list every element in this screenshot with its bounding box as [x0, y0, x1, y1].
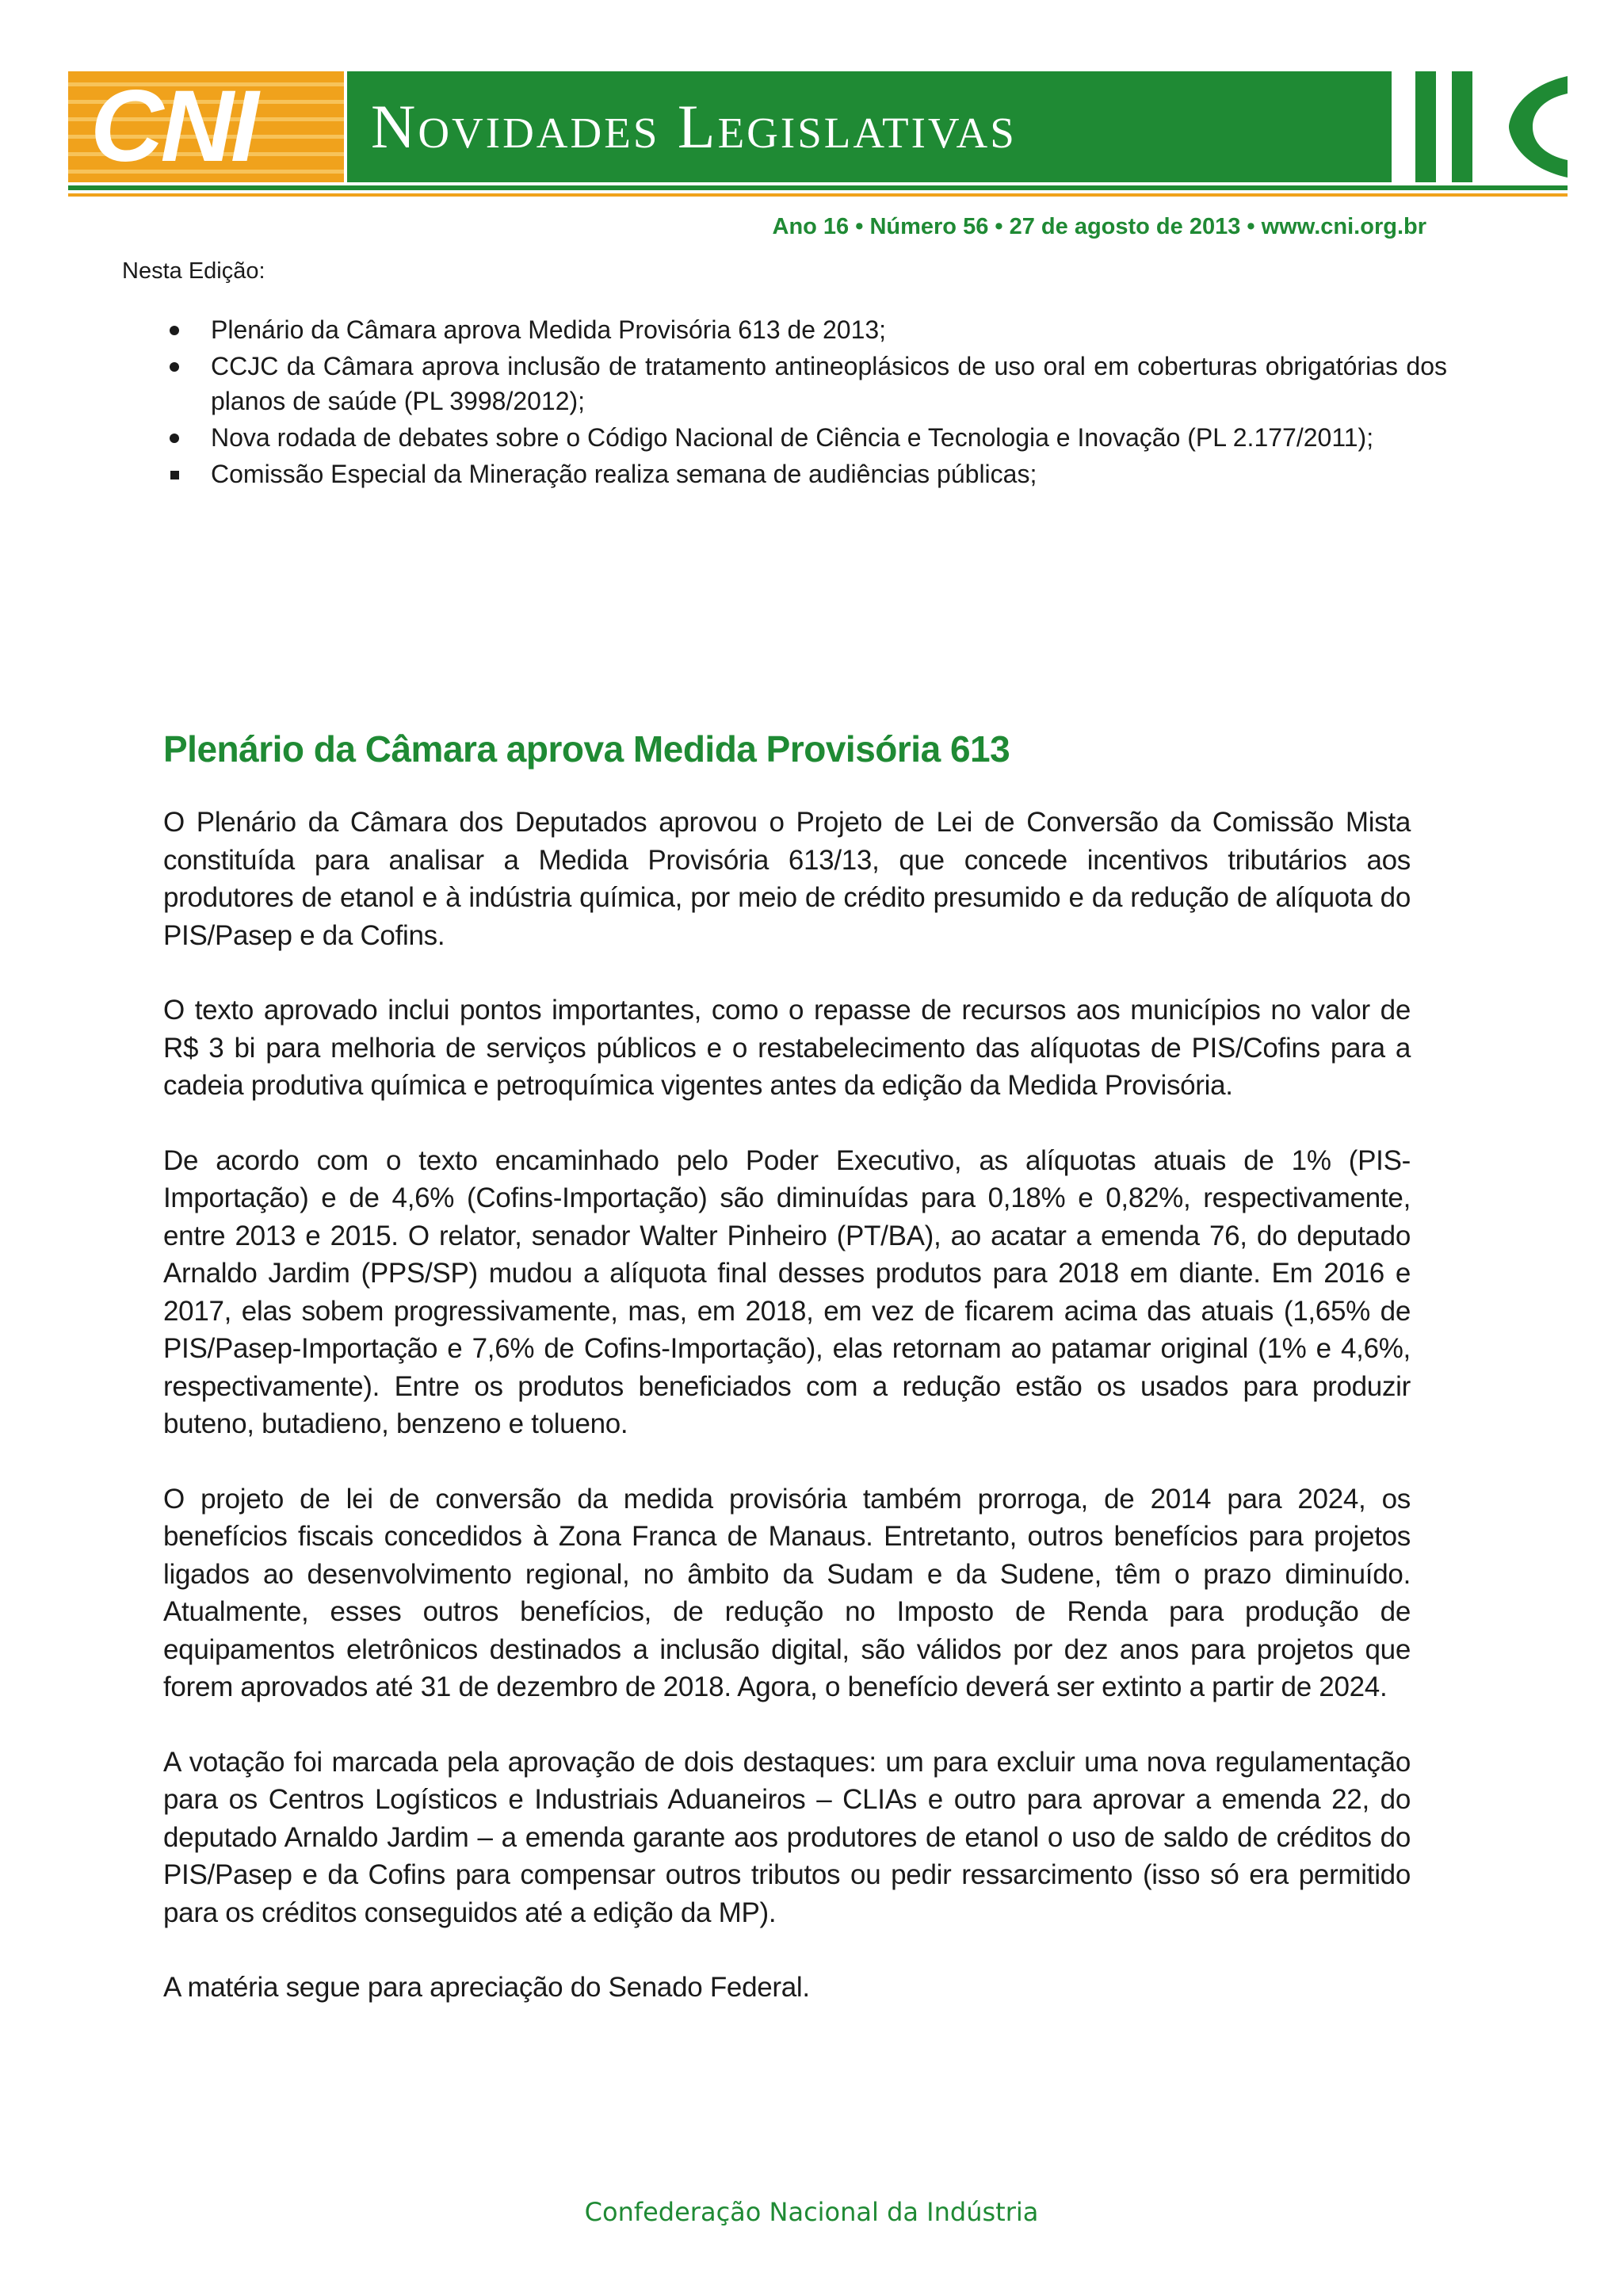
list-item-text: CCJC da Câmara aprova inclusão de tratamento antineoplásicos de uso oral em coberturas obrigatórias dos planos de saúde (PL 3998/2012);: [211, 352, 1447, 415]
list-item: [163, 457, 1447, 491]
article-paragraph: O texto aprovado inclui pontos importantes, como o repasse de recursos aos municípios no valor de R$ 3 bi para melhoria de serviços públicos e o restabelecimento das alíquotas de PIS/Cofins para a cadeia produtiva química e petroquímica vigentes antes da edição da Medida Provisória.: [163, 995, 1411, 1101]
header-rule: [68, 193, 1568, 197]
article-paragraph: O projeto de lei de conversão da medida provisória também prorroga, de 2014 para 2024, os benefícios fiscais concedidos à Zona Franca de Manaus. Entretanto, outros benefícios para projetos ligados ao desenvolvimento regional, no âmbito da Sudam e da Sudene, têm o prazo diminuído. Atualmente, esses outros benefícios, de redução no Imposto de Renda para produção de equipamentos eletrônicos destinados a inclusão digital, são válidos por dez anos para projetos que forem aprovados até 31 de dezembro de 2018. Agora, o benefício deverá ser extinto a partir de 2024.: [163, 1483, 1411, 1702]
list-item-text: Comissão Especial da Mineração realiza semana de audiências públicas;: [211, 460, 1037, 488]
article-paragraph: O Plenário da Câmara dos Deputados aprovou o Projeto de Lei de Conversão da Comissão Mista constituída para analisar a Medida Provisória 613/13, que concede incentivos tributários aos produtores de etanol e à indústria química, por meio de crédito presumido e da redução de alíquota do PIS/Pasep e da Cofins.: [163, 807, 1411, 951]
list-item-text: Plenário da Câmara aprova Medida Provisória 613 de 2013;: [211, 315, 887, 344]
article-title: Plenário da Câmara aprova Medida Provisória 613: [163, 728, 1010, 770]
decorative-arc-icon: [1487, 71, 1568, 182]
logo-text: CNI: [90, 71, 256, 182]
article-paragraph: A matéria segue para apreciação do Senado Federal.: [163, 1972, 810, 2003]
header-rule: [68, 185, 1568, 190]
decorative-bar: [1452, 71, 1472, 182]
article-paragraph: De acordo com o texto encaminhado pelo Poder Executivo, as alíquotas atuais de 1% (PIS-Importação) e de 4,6% (Cofins-Importação) são diminuídas para 0,18% e 0,82%, respectivamente, entre 2013 e 2015. O relator, senador Walter Pinheiro (PT/BA), ao acatar a emenda 76, do deputado Arnaldo Jardim (PPS/SP) mudou a alíquota final desses produtos para 2018 em diante. Em 2016 e 2017, elas sobem progressivamente, mas, em 2018, em vez de ficarem acima das atuais (1,65% de PIS/Pasep-Importação e 7,6% de Cofins-Importação), elas retornam ao patamar original (1% e 4,6%, respectivamente). Entre os produtos beneficiados com a redução estão os usados para produzir buteno, butadieno, benzeno e tolueno.: [163, 1144, 1411, 1439]
footer-text: Confederação Nacional da Indústria: [584, 2197, 1039, 2227]
list-item: [163, 349, 1447, 418]
list-item: [163, 420, 1447, 455]
newsletter-header: [68, 71, 1568, 203]
cni-logo: [68, 71, 344, 182]
issue-info: Ano 16 • Número 56 • 27 de agosto de 2013 • www.cni.org.br: [772, 214, 1426, 239]
list-item: [163, 312, 1447, 347]
list-item-text: Nova rodada de debates sobre o Código Nacional de Ciência e Tecnologia e Inovação (PL 2.177/2011);: [211, 423, 1374, 452]
decorative-bar: [1415, 71, 1436, 182]
article: [163, 728, 1411, 2044]
table-of-contents: [163, 312, 1447, 493]
title-banner: [347, 71, 1392, 182]
article-paragraph: A votação foi marcada pela aprovação de dois destaques: um para excluir uma nova regulamentação para os Centros Logísticos e Industriais Aduaneiros – CLIAs e outro para aprovar a emenda 22, do deputado Arnaldo Jardim – a emenda garante aos produtores de etanol o uso de saldo de créditos do PIS/Pasep e da Cofins para compensar outros tributos ou pedir ressarcimento (isso só era permitido para os créditos conseguidos até a edição da MP).: [163, 1746, 1411, 1928]
newsletter-title: Novidades Legislativas: [371, 92, 1017, 161]
edition-label: Nesta Edição:: [122, 258, 265, 284]
